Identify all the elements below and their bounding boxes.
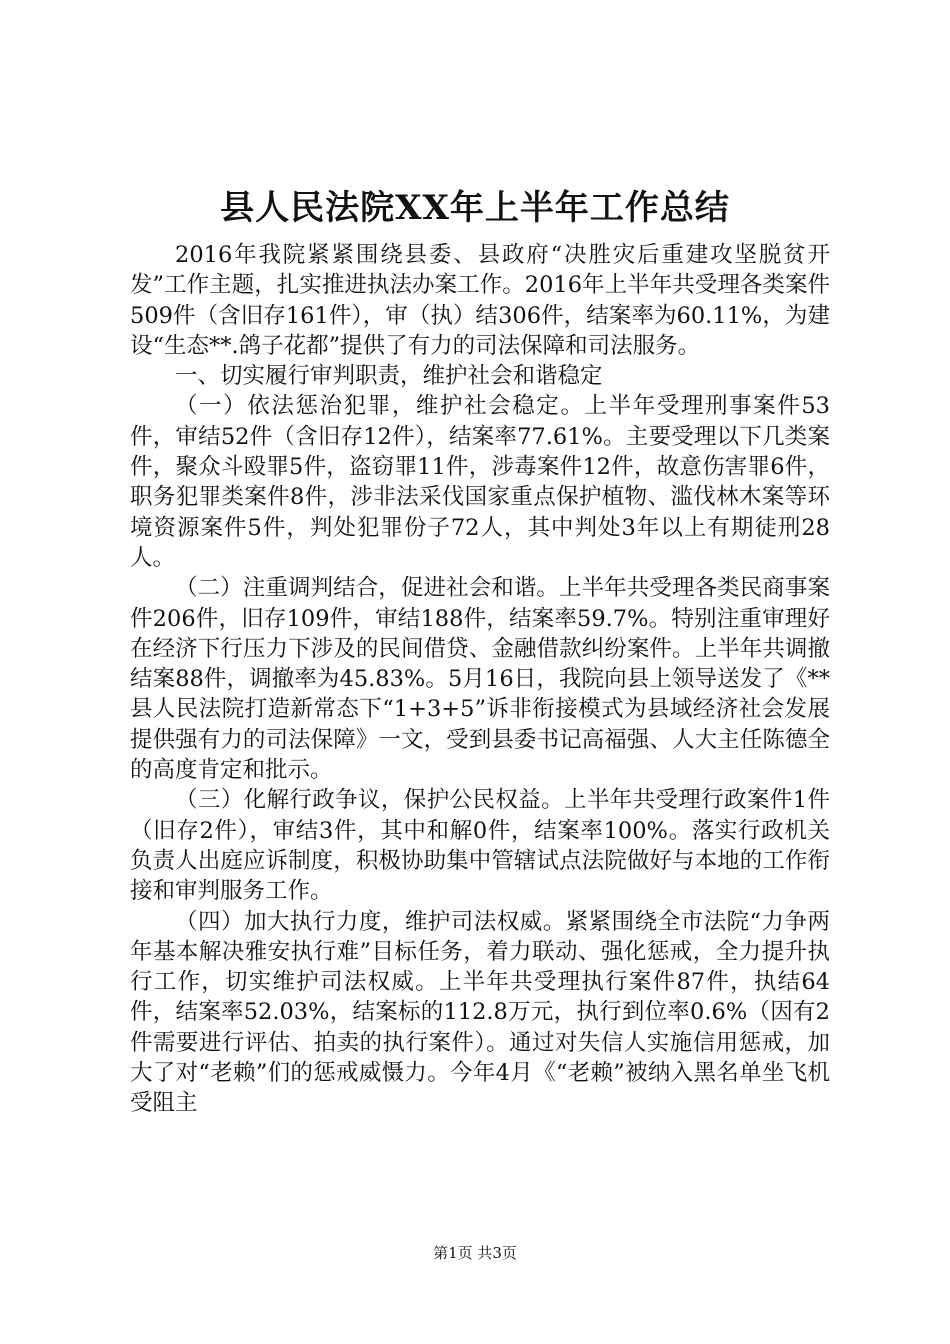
- section-heading-1: 一、切实履行审判职责，维护社会和谐稳定: [175, 363, 603, 390]
- paragraph-civil-cases: （二）注重调判结合，促进社会和谐。上半年共受理各类民商事案件206件，旧存109件，审结188件，结案率59.7%。特别注重审理好在经济下行压力下涉及的民间借贷、金融借款纠纷案件。上半年共调撤结案88件，调撤率为45.83%。5月16日，我院向县上领导送发了《**县人民法院打造新常态下“1+3+5”诉非衔接模式为县域经济社会发展提供强有力的司法保障》一文，受到县委书记高福强、人大主任陈德全的高度肯定和批示。: [130, 575, 830, 784]
- paragraph-criminal-cases: （一）依法惩治犯罪，维护社会稳定。上半年受理刑事案件53件，审结52件（含旧存12件），结案率77.61%。主要受理以下几类案件，聚众斗殴罪5件，盗窃罪11件，涉毒案件12件，故意伤害罪6件，职务犯罪类案件8件，涉非法采伐国家重点保护植物、滥伐林木案等环境资源案件5件，判处犯罪份子72人，其中判处3年以上有期徒刑28人。: [130, 393, 830, 571]
- paragraph-enforcement-cases: （四）加大执行力度，维护司法权威。紧紧围绕全市法院“力争两年基本解决雅安执行难”目标任务，着力联动、强化惩戒，全力提升执行工作，切实维护司法权威。上半年共受理执行案件87件，执结64件，结案率52.03%，结案标的112.8万元，执行到位率0.6%（因有2件需要进行评估、拍卖的执行案件）。通过对失信人实施信用惩戒，加大了对“老赖”们的惩戒威慑力。今年4月《“老赖”被纳入黑名单坐飞机受阻主: [130, 908, 830, 1117]
- document-title: 县人民法院XX年上半年工作总结: [220, 188, 730, 228]
- paragraph-administrative-cases: （三）化解行政争议，保护公民权益。上半年共受理行政案件1件（旧存2件），审结3件，其中和解0件，结案率100%。落实行政机关负责人出庭应诉制度，积极协助集中管辖试点法院做好与本地的工作衔接和审判服务工作。: [130, 787, 830, 905]
- paragraph-intro: 2016年我院紧紧围绕县委、县政府“决胜灾后重建攻坚脱贫开发”工作主题，扎实推进执法办案工作。2016年上半年共受理各类案件509件（含旧存161件），审（执）结306件，结案率为60.11%，为建设“生态**.鸽子花都”提供了有力的司法保障和司法服务。: [130, 242, 830, 359]
- page-footer: 第1页 共3页: [433, 1244, 517, 1262]
- document-body: [130, 240, 830, 1119]
